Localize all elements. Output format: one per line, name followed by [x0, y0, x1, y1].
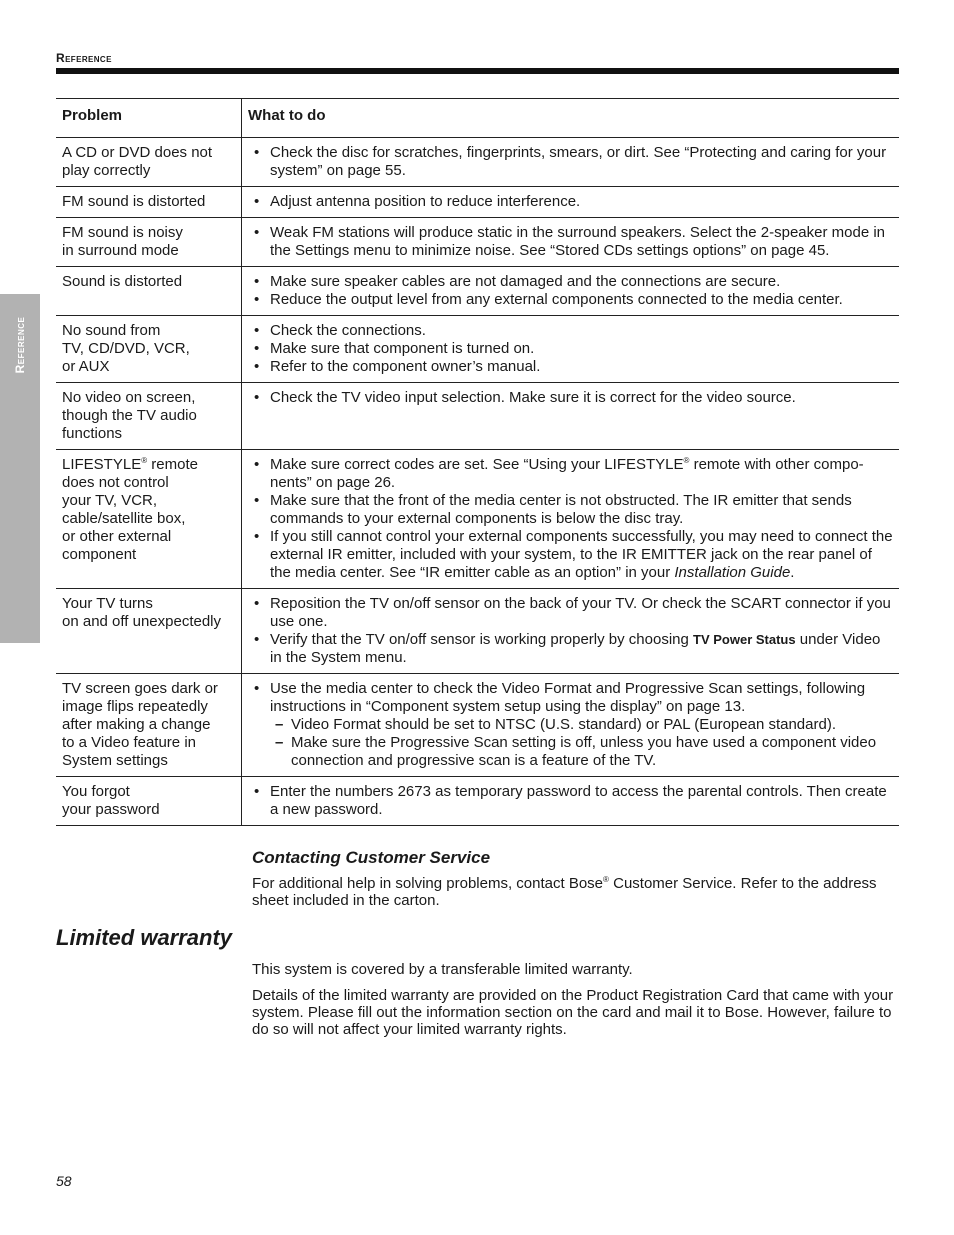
solution-item: • Weak FM stations will produce static in the surround speakers. Select the 2-speaker mode in the Settings menu to minimize noise. See “Stored CDs settings options” on page 45.: [250, 224, 893, 260]
side-tab-label: Reference: [13, 316, 27, 374]
page-number: 58: [56, 1173, 72, 1189]
table-row: [56, 218, 899, 267]
warranty-title: Limited warranty: [56, 925, 233, 950]
header-rule: [56, 68, 899, 74]
solution-item: • Enter the numbers 2673 as temporary password to access the parental controls. Then create a new password.: [250, 783, 893, 819]
solution-item: • Verify that the TV on/off sensor is working properly by choosing TV Power Status under Video in the System menu.: [250, 631, 893, 667]
table-row: [56, 589, 899, 674]
solution-subitem: – Make sure the Progressive Scan setting is off, unless you have used a component video connection and progressive scan is a feature of the TV.: [270, 734, 893, 770]
section-header: Reference: [56, 51, 112, 65]
table-row: [56, 674, 899, 777]
solution-item: • If you still cannot control your external components successfully, you may need to connect the external IR emitter, included with your system, to the IR EMITTER jack on the rear panel of the media center. See “IR emitter cable as an option” in your Installation Guide.: [250, 528, 893, 582]
header-what-to-do: What to do: [242, 99, 900, 138]
solution-item: • Make sure correct codes are set. See “Using your LIFESTYLE® remote with other compo-nents” on page 26.: [250, 456, 893, 492]
solution-item: • Adjust antenna position to reduce interference.: [250, 193, 893, 211]
solution-item: • Make sure speaker cables are not damaged and the connections are secure.: [250, 273, 893, 291]
table-header-row: [56, 99, 899, 138]
table-row: [56, 267, 899, 316]
customer-service-text: For additional help in solving problems, contact Bose® Customer Service. Refer to the address sheet included in the carton.: [252, 875, 877, 909]
problem-cell: LIFESTYLE® remote does not control your TV, VCR, cable/satellite box, or other external component: [62, 456, 198, 563]
solution-item: • Check the TV video input selection. Make sure it is correct for the video source.: [250, 389, 893, 407]
solution-item: • Make sure that the front of the media center is not obstructed. The IR emitter that sends commands to your external components is below the disc tray.: [250, 492, 893, 528]
problem-cell: No video on screen, though the TV audio functions: [62, 389, 197, 442]
table-row: [56, 187, 899, 218]
warranty-paragraph: Details of the limited warranty are provided on the Product Registration Card that came with your system. Please fill out the information section on the card and mail it to Bose. However, failure to do so will not affect your limited warranty rights.: [252, 987, 894, 1038]
problem-cell: Sound is distorted: [62, 273, 183, 290]
troubleshooting-table: [56, 98, 899, 826]
table-row: [56, 316, 899, 383]
problem-cell: No sound from TV, CD/DVD, VCR, or AUX: [62, 322, 190, 375]
problem-cell: FM sound is distorted: [62, 193, 206, 210]
problem-cell: A CD or DVD does not play correctly: [62, 144, 213, 179]
solution-item: • Use the media center to check the Video Format and Progressive Scan settings, following instructions in “Component system setup using the display” on page 13. – Video Format should be set to NTSC (U.S. standard) or PAL (European standard). – Make sure the Progressive Scan setting is off, unless you have used a component video connection and progressive scan is a feature of the TV.: [250, 680, 893, 770]
solution-item: • Refer to the component owner’s manual.: [250, 358, 893, 376]
solution-item: • Reduce the output level from any external components connected to the media center.: [250, 291, 893, 309]
customer-service-heading: Contacting Customer Service: [252, 848, 491, 867]
solution-item: • Reposition the TV on/off sensor on the back of your TV. Or check the SCART connector if you use one.: [250, 595, 893, 631]
solution-item: • Check the disc for scratches, fingerprints, smears, or dirt. See “Protecting and caring for your system” on page 55.: [250, 144, 893, 180]
problem-cell: Your TV turns on and off unexpectedly: [62, 595, 222, 630]
problem-cell: FM sound is noisy in surround mode: [62, 224, 183, 259]
table-row: [56, 138, 899, 187]
warranty-paragraph: This system is covered by a transferable limited warranty.: [252, 961, 633, 978]
solution-subitem: – Video Format should be set to NTSC (U.S. standard) or PAL (European standard).: [270, 716, 893, 734]
solution-item: • Make sure that component is turned on.: [250, 340, 893, 358]
solution-item: • Check the connections.: [250, 322, 893, 340]
table-row: [56, 383, 899, 450]
table-row: [56, 777, 899, 826]
problem-cell: You forgot your password: [62, 783, 160, 818]
menu-term: TV Power Status: [693, 632, 796, 647]
problem-cell: TV screen goes dark or image flips repeatedly after making a change to a Video feature in System settings: [62, 680, 218, 769]
header-problem: Problem: [56, 99, 242, 138]
table-row: [56, 450, 899, 589]
